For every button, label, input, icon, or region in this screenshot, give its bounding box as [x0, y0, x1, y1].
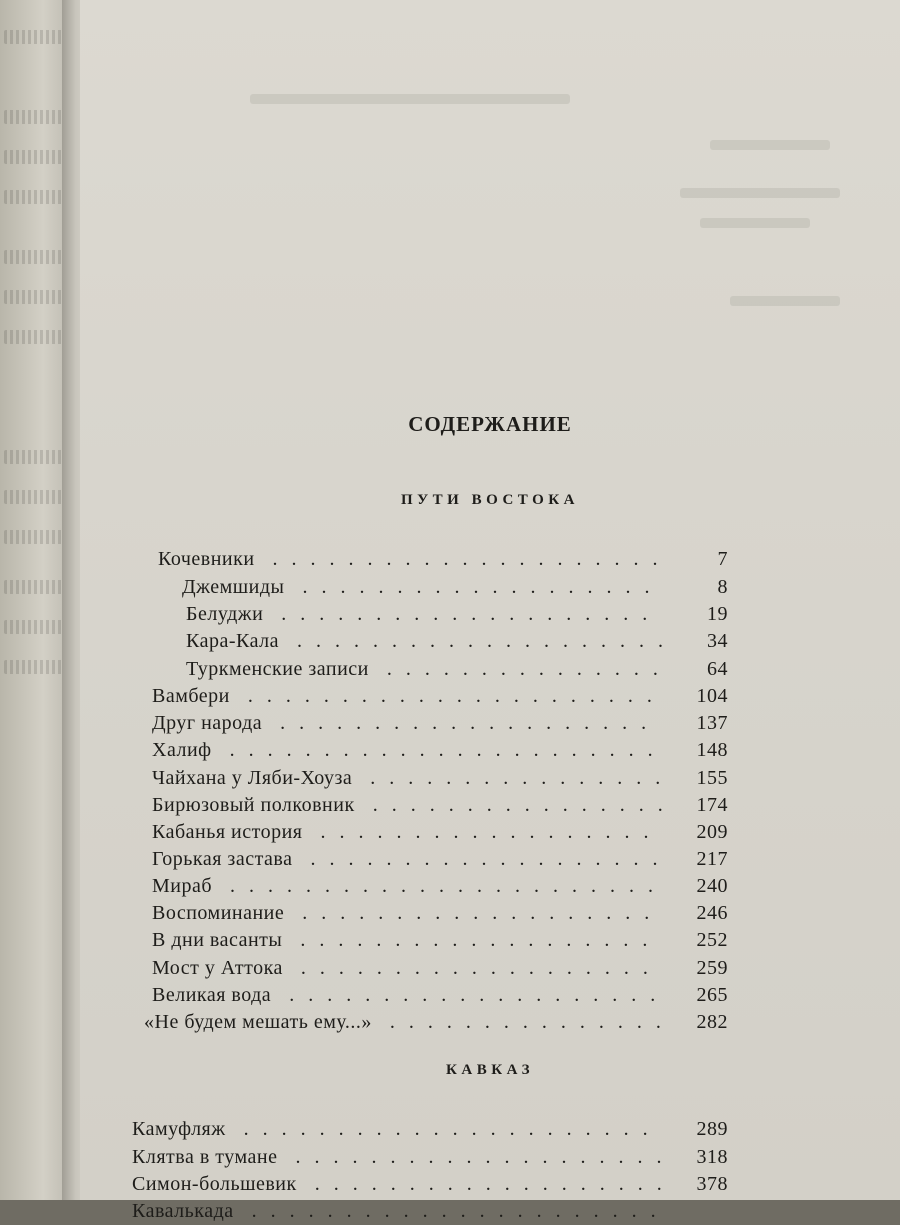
toc-entry-title: Клятва в тумане — [132, 1146, 278, 1168]
toc-entry-page-number: 148 — [696, 739, 728, 761]
toc-entry-page-number: 104 — [696, 685, 728, 707]
toc-entry-page-number: 19 — [707, 603, 728, 625]
toc-entry — [152, 873, 728, 900]
toc-entry-page-number: 8 — [717, 576, 728, 598]
toc-entry-page-number: 252 — [696, 929, 728, 951]
toc-entry-title: Кочевники — [158, 548, 255, 570]
toc-entry-page-number: 174 — [696, 794, 728, 816]
toc-entry-page-number: 64 — [707, 658, 728, 680]
dot-leader: .................. — [320, 821, 663, 843]
toc-entry-title: Горькая застава — [152, 848, 293, 870]
toc-entry-page-number: 209 — [696, 821, 728, 843]
toc-entry-page-number: 282 — [696, 1011, 728, 1033]
toc-entry-title: Кабанья история — [152, 821, 303, 843]
dot-leader: .................... — [280, 712, 661, 734]
toc-entry — [152, 955, 728, 982]
toc-entry — [152, 765, 728, 792]
dot-leader: .................... — [289, 984, 670, 1006]
toc-entry-title: В дни васанты — [152, 929, 283, 951]
toc-entry — [152, 900, 728, 927]
dot-leader: ................... — [300, 929, 662, 951]
dot-leader: ................... — [314, 1173, 676, 1195]
toc-entry-page-number: 155 — [696, 767, 728, 789]
toc-entry-page-number: 259 — [696, 957, 728, 979]
toc-entry — [158, 546, 728, 573]
toc-entry — [132, 1198, 728, 1225]
dot-leader: ....................... — [229, 739, 667, 761]
toc-entry-title: Воспоминание — [152, 902, 285, 924]
toc-entry-page-number: 137 — [696, 712, 728, 734]
toc-entry-page-number: 240 — [696, 875, 728, 897]
toc-entry-title: Мост у Аттока — [152, 957, 283, 979]
toc-entry-title: Халиф — [152, 739, 212, 761]
toc-entry-title: Кавалькада — [132, 1200, 234, 1222]
toc-entry — [152, 927, 728, 954]
dot-leader: ................... — [300, 957, 662, 979]
toc-entry-title: Друг народа — [152, 712, 263, 734]
toc-entry — [152, 737, 728, 764]
toc-entry-title: Бирюзовый полковник — [152, 794, 355, 816]
toc-entry — [152, 683, 728, 710]
toc-entry-title: Симон-большевик — [132, 1173, 297, 1195]
dot-leader: ................ — [372, 794, 677, 816]
dot-leader: ............... — [386, 658, 672, 680]
dot-leader: .................... — [281, 603, 662, 625]
toc-entry-page-number: 246 — [696, 902, 728, 924]
toc-entry-title: Чайхана у Ляби-Хоуза — [152, 767, 353, 789]
dot-leader: .................... — [295, 1146, 676, 1168]
toc-entry — [132, 1144, 728, 1171]
toc-entry-title: Камуфляж — [132, 1118, 226, 1140]
toc-entry — [132, 1171, 728, 1198]
toc-entry-page-number: 7 — [717, 548, 728, 570]
toc-heading: СОДЕРЖАНИЕ — [408, 412, 572, 436]
toc-entry-page-number: 318 — [696, 1146, 728, 1168]
dot-leader: ...................... — [247, 685, 666, 707]
toc-entry-page-number: 34 — [707, 630, 728, 652]
toc-entry-title: «Не будем мешать ему...» — [144, 1011, 372, 1033]
dot-leader: ................... — [302, 576, 664, 598]
toc-entry-page-number: 217 — [696, 848, 728, 870]
book-page — [80, 0, 900, 1222]
dot-leader: ...................... — [243, 1118, 662, 1140]
dot-leader: ................... — [310, 848, 672, 870]
toc-entry-page-number: 378 — [696, 1173, 728, 1195]
toc-entry — [152, 819, 728, 846]
toc-entry — [152, 982, 728, 1009]
toc-entry — [186, 628, 728, 655]
dot-leader: ..................... — [272, 548, 672, 570]
toc-entry — [144, 1009, 728, 1036]
toc-entry — [152, 710, 728, 737]
toc-entry-title: Мираб — [152, 875, 213, 897]
toc-entry — [152, 846, 728, 873]
section-title-caucasus: КАВКАЗ — [446, 1062, 534, 1078]
toc-entry-title: Туркменские записи — [186, 658, 369, 680]
dot-leader: ...................... — [251, 1200, 670, 1222]
toc-entry-title: Великая вода — [152, 984, 272, 1006]
toc-entry — [152, 792, 728, 819]
toc-entry-page-number: 289 — [696, 1118, 728, 1140]
toc-entry-title: Вамбери — [152, 685, 230, 707]
toc-entry — [186, 601, 728, 628]
toc-entry — [132, 1116, 728, 1143]
toc-entry — [182, 574, 728, 601]
toc-entry-title: Джемшиды — [182, 576, 285, 598]
toc-entry-page-number: 265 — [696, 984, 728, 1006]
dot-leader: ................... — [302, 902, 664, 924]
dot-leader: ................ — [370, 767, 675, 789]
toc-entry — [186, 656, 728, 683]
toc-entry-title: Белуджи — [186, 603, 264, 625]
dot-leader: ............... — [389, 1011, 675, 1033]
table-of-contents — [80, 0, 900, 1222]
dot-leader: ....................... — [230, 875, 668, 897]
toc-entry-title: Кара-Кала — [186, 630, 279, 652]
dot-leader: .................... — [296, 630, 677, 652]
section-title-east: ПУТИ ВОСТОКА — [401, 492, 579, 508]
